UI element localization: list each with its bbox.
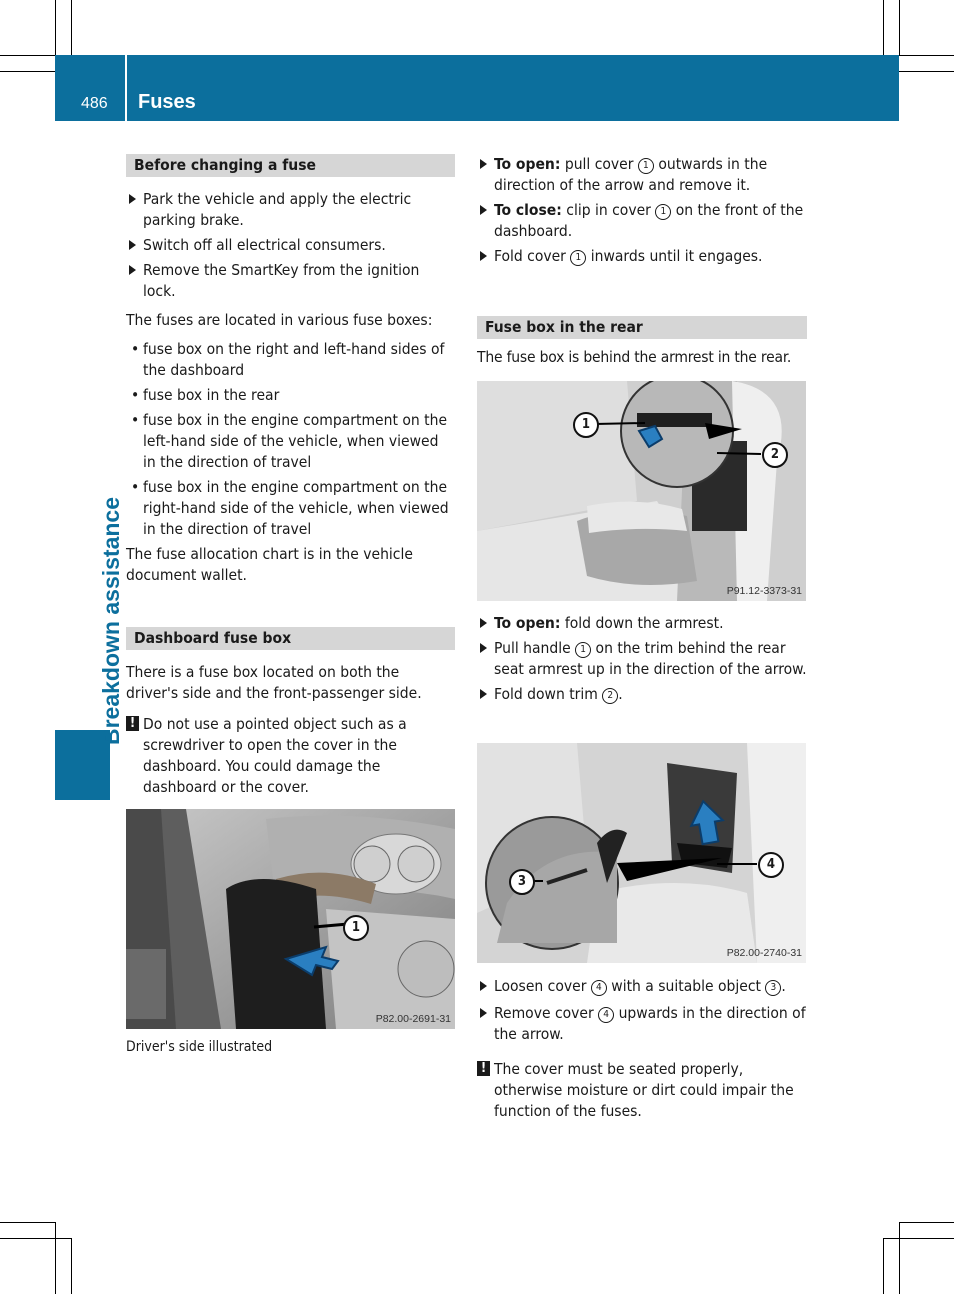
crop-mark — [883, 1238, 954, 1239]
left-column — [126, 154, 455, 586]
callout-4: 4 — [758, 852, 784, 878]
crop-mark — [0, 1238, 71, 1239]
crop-mark — [899, 71, 954, 72]
crop-mark — [55, 0, 56, 55]
step-arrow-icon — [480, 689, 487, 699]
callout-1: 1 — [343, 915, 369, 941]
step-arrow-icon — [480, 1008, 487, 1018]
warning-icon: ! — [477, 1061, 490, 1076]
step: Loosen cover 4 with a suitable object 3 . — [477, 976, 807, 997]
ref-number: 4 — [598, 1007, 614, 1023]
list-item: • fuse box in the rear — [131, 386, 280, 404]
crop-mark — [899, 1222, 954, 1223]
crop-mark — [71, 0, 72, 55]
crop-mark — [899, 1222, 900, 1294]
crop-mark — [883, 1238, 884, 1294]
page-title: Fuses — [138, 91, 196, 113]
ref-number: 3 — [765, 980, 781, 996]
right-column-rear — [477, 316, 807, 368]
step: Pull handle 1 on the trim behind the rear seat armrest up in the direction of the arrow. — [477, 638, 807, 680]
step-arrow-icon — [129, 194, 136, 204]
crop-mark — [883, 0, 884, 55]
section-heading: Dashboard fuse box — [126, 627, 455, 650]
rear-armrest-illustration — [477, 381, 806, 601]
callout-3: 3 — [509, 869, 535, 895]
list-item: • fuse box in the engine compartment on the right-hand side of the vehicle, when viewed in the direction of travel — [131, 478, 449, 538]
step-arrow-icon — [480, 251, 487, 261]
paragraph: The fuses are located in various fuse boxes: — [126, 311, 433, 329]
step: Fold down trim 2 . — [477, 684, 807, 705]
crop-mark — [55, 1222, 56, 1294]
step: Remove the SmartKey from the ignition lock. — [126, 260, 455, 302]
ref-number: 1 — [575, 642, 591, 658]
figure-code: P91.12-3373-31 — [726, 585, 802, 597]
figure-code: P82.00-2740-31 — [726, 947, 802, 959]
right-column-steps — [477, 613, 807, 705]
step-arrow-icon — [480, 981, 487, 991]
ref-number: 1 — [638, 158, 654, 174]
cover-removal-illustration — [477, 743, 806, 963]
list-item: • fuse box on the right and left-hand sides of the dashboard — [131, 340, 445, 379]
paragraph: The fuse allocation chart is in the vehicle document wallet. — [126, 545, 413, 584]
callout-1: 1 — [573, 412, 599, 438]
paragraph: The fuse box is behind the armrest in the rear. — [477, 348, 792, 366]
figure-cover-removal — [477, 743, 806, 963]
step: Remove cover 4 upwards in the direction of the arrow. — [477, 1003, 807, 1045]
chapter-label: Breakdown assistance — [98, 496, 124, 745]
step-arrow-icon — [480, 205, 487, 215]
step-arrow-icon — [480, 618, 487, 628]
ref-number: 4 — [591, 980, 607, 996]
ref-number: 1 — [655, 204, 671, 220]
page-header — [55, 55, 899, 121]
crop-mark — [0, 55, 55, 56]
figure-code: P82.00-2691-31 — [375, 1013, 451, 1025]
right-column — [477, 154, 807, 267]
figure-caption: Driver's side illustrated — [126, 1039, 273, 1055]
step: To open: pull cover 1 outwards in the direction of the arrow and remove it. — [477, 154, 807, 196]
step-arrow-icon — [480, 643, 487, 653]
dashboard-illustration — [126, 809, 455, 1029]
warning-note: ! Do not use a pointed object such as a screwdriver to open the cover in the dashboard. You could damage the dashboard or the cover. — [126, 714, 455, 798]
section-heading: Before changing a fuse — [126, 154, 455, 177]
step: To close: clip in cover 1 on the front of the dashboard. — [477, 200, 807, 242]
paragraph: There is a fuse box located on both the driver's side and the front-passenger side. — [126, 663, 422, 702]
crop-mark — [0, 1222, 55, 1223]
header-divider — [125, 55, 127, 121]
right-column-final — [477, 976, 807, 1122]
callout-2: 2 — [762, 442, 788, 468]
step: Park the vehicle and apply the electric parking brake. — [126, 189, 455, 231]
left-column-2 — [126, 627, 455, 798]
step-arrow-icon — [480, 159, 487, 169]
step: To open: fold down the armrest. — [477, 613, 807, 634]
step: Fold cover 1 inwards until it engages. — [477, 246, 807, 267]
crop-mark — [71, 1238, 72, 1294]
step: Switch off all electrical consumers. — [126, 235, 455, 256]
list-item: • fuse box in the engine compartment on the left-hand side of the vehicle, when viewed in the direction of travel — [131, 411, 448, 471]
page-number: 486 — [81, 95, 108, 112]
crop-mark — [0, 71, 55, 72]
ref-number: 2 — [602, 688, 618, 704]
warning-note: ! The cover must be seated properly, otherwise moisture or dirt could impair the function of the fuses. — [477, 1059, 807, 1122]
warning-icon: ! — [126, 716, 139, 731]
figure-dashboard — [126, 809, 455, 1029]
section-heading: Fuse box in the rear — [477, 316, 807, 339]
crop-mark — [899, 0, 900, 55]
crop-mark — [899, 55, 954, 56]
ref-number: 1 — [570, 250, 586, 266]
figure-rear-armrest — [477, 381, 806, 601]
step-arrow-icon — [129, 265, 136, 275]
step-arrow-icon — [129, 240, 136, 250]
